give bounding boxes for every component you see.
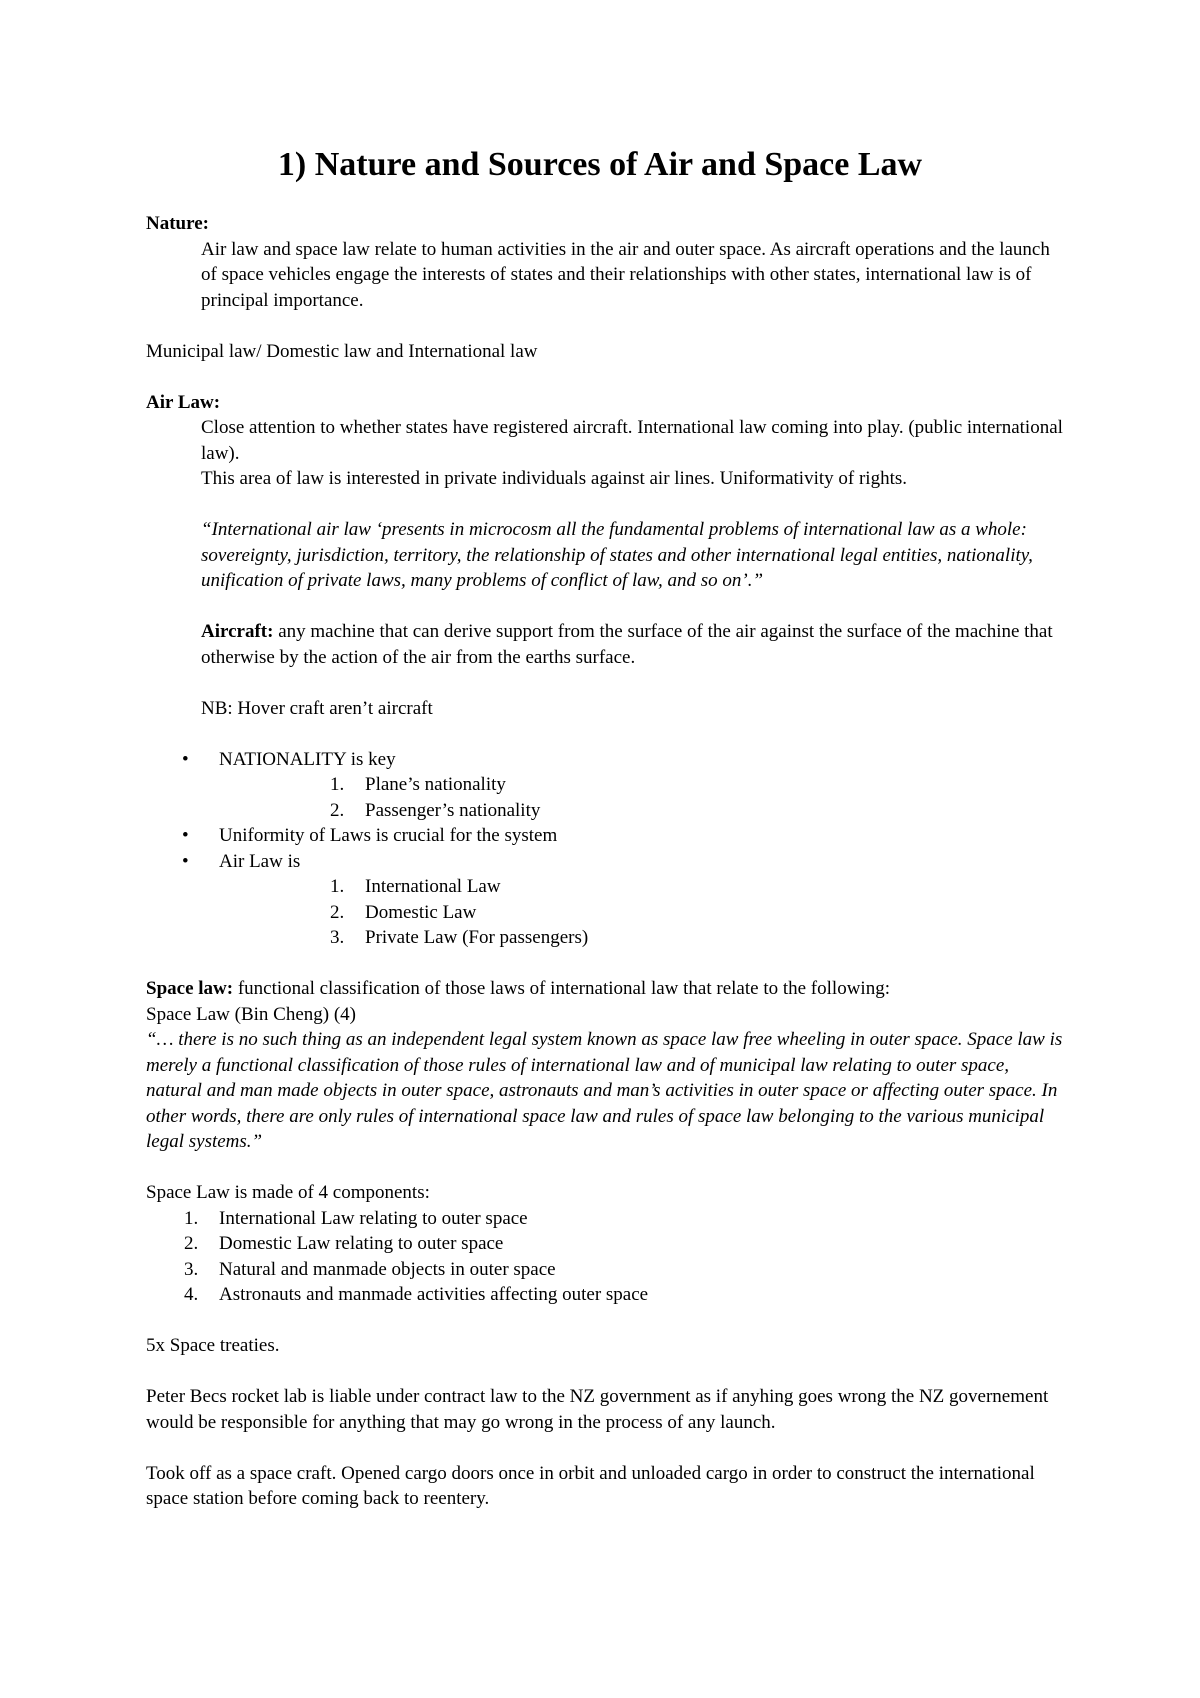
- sub-list-item: 2. Domestic Law: [330, 901, 477, 923]
- bullet-icon: •: [182, 850, 189, 872]
- component-item: 1. International Law relating to outer space: [184, 1207, 528, 1229]
- bullet-item: [146, 849, 1066, 951]
- space-law-term: Space law:: [146, 978, 234, 999]
- bullet-text: Uniformity of Laws is crucial for the system: [219, 825, 558, 846]
- space-law-quote: “… there is no such thing as an independent legal system known as space law free wheeling in outer space. Space law is merely a functional classification of those rules of international law and of municipal law relating to outer space, natural and man made objects in outer space, astronauts and man’s activities in outer space or affecting outer space. In other words, there are only rules of international space law and rules of space law belonging to the various municipal legal systems.”: [146, 1029, 1063, 1152]
- took-off-paragraph: Took off as a space craft. Opened cargo doors once in orbit and unloaded cargo in order to construct the international space station before coming back to reentery.: [146, 1462, 1035, 1509]
- air-law-line-1: Close attention to whether states have registered aircraft. International law coming into play. (public international law).: [201, 417, 1063, 464]
- bullet-item: [146, 823, 1066, 849]
- aircraft-definition: [201, 619, 1066, 670]
- sub-list-item: 1. Plane’s nationality: [330, 774, 506, 795]
- nb-note: NB: Hover craft aren’t aircraft: [201, 697, 433, 719]
- air-law-section: [146, 415, 1066, 721]
- bullet-icon: •: [182, 748, 189, 770]
- bullet-item: [146, 747, 1066, 824]
- sub-list: [219, 874, 1066, 951]
- aircraft-term: Aircraft:: [201, 621, 274, 642]
- nature-heading: Nature:: [146, 213, 209, 234]
- air-law-heading: Air Law:: [146, 391, 221, 413]
- aircraft-def-text: any machine that can derive support from the surface of the air against the surface of the machine that otherwise by the action of the air from the earths surface.: [201, 621, 1053, 668]
- components-intro: Space Law is made of 4 components:: [146, 1182, 430, 1203]
- sub-list-item: 1. International Law: [330, 876, 501, 897]
- air-law-quote: “International air law ‘presents in microcosm all the fundamental problems of international law as a whole: sovereignty, jurisdiction, territory, the relationship of states and other international legal entities, nationality, unification of private laws, many problems of conflict of law, and so on’.”: [201, 519, 1033, 591]
- document-body: [146, 211, 1066, 1512]
- components-list: [146, 1206, 1066, 1308]
- sub-list-item: 3. Private Law (For passengers): [330, 927, 589, 948]
- space-treaties: 5x Space treaties.: [146, 1335, 280, 1356]
- air-law-line-2: This area of law is interested in private individuals against air lines. Uniformativity of rights.: [201, 468, 907, 489]
- municipal-line: Municipal law/ Domestic law and International law: [146, 340, 538, 362]
- component-item: 3. Natural and manmade objects in outer space: [184, 1258, 556, 1280]
- nature-text: Air law and space law relate to human activities in the air and outer space. As aircraft operations and the launch of space vehicles engage the interests of states and their relationships with other states, international law is of principal importance.: [201, 238, 1050, 311]
- bullet-icon: •: [182, 825, 189, 846]
- space-law-definition: [146, 976, 1066, 1002]
- sub-list-item: 2. Passenger’s nationality: [330, 799, 541, 821]
- page-title: 1) Nature and Sources of Air and Space Law: [277, 146, 923, 183]
- bullet-text: NATIONALITY is key: [219, 748, 396, 770]
- space-law-def-text: functional classification of those laws of international law that relate to the following:: [233, 978, 890, 999]
- air-law-bullet-list: [146, 747, 1066, 951]
- bullet-text: Air Law is: [219, 850, 301, 872]
- component-item: 4. Astronauts and manmade activities affecting outer space: [184, 1284, 649, 1305]
- component-item: 2. Domestic Law relating to outer space: [184, 1233, 504, 1254]
- sub-list: [219, 772, 1066, 823]
- space-law-reference: Space Law (Bin Cheng) (4): [146, 1003, 356, 1025]
- rocket-lab-paragraph: Peter Becs rocket lab is liable under contract law to the NZ government as if anyhing goes wrong the NZ governement would be responsible for anything that may go wrong in the process of any launch.: [146, 1386, 1049, 1433]
